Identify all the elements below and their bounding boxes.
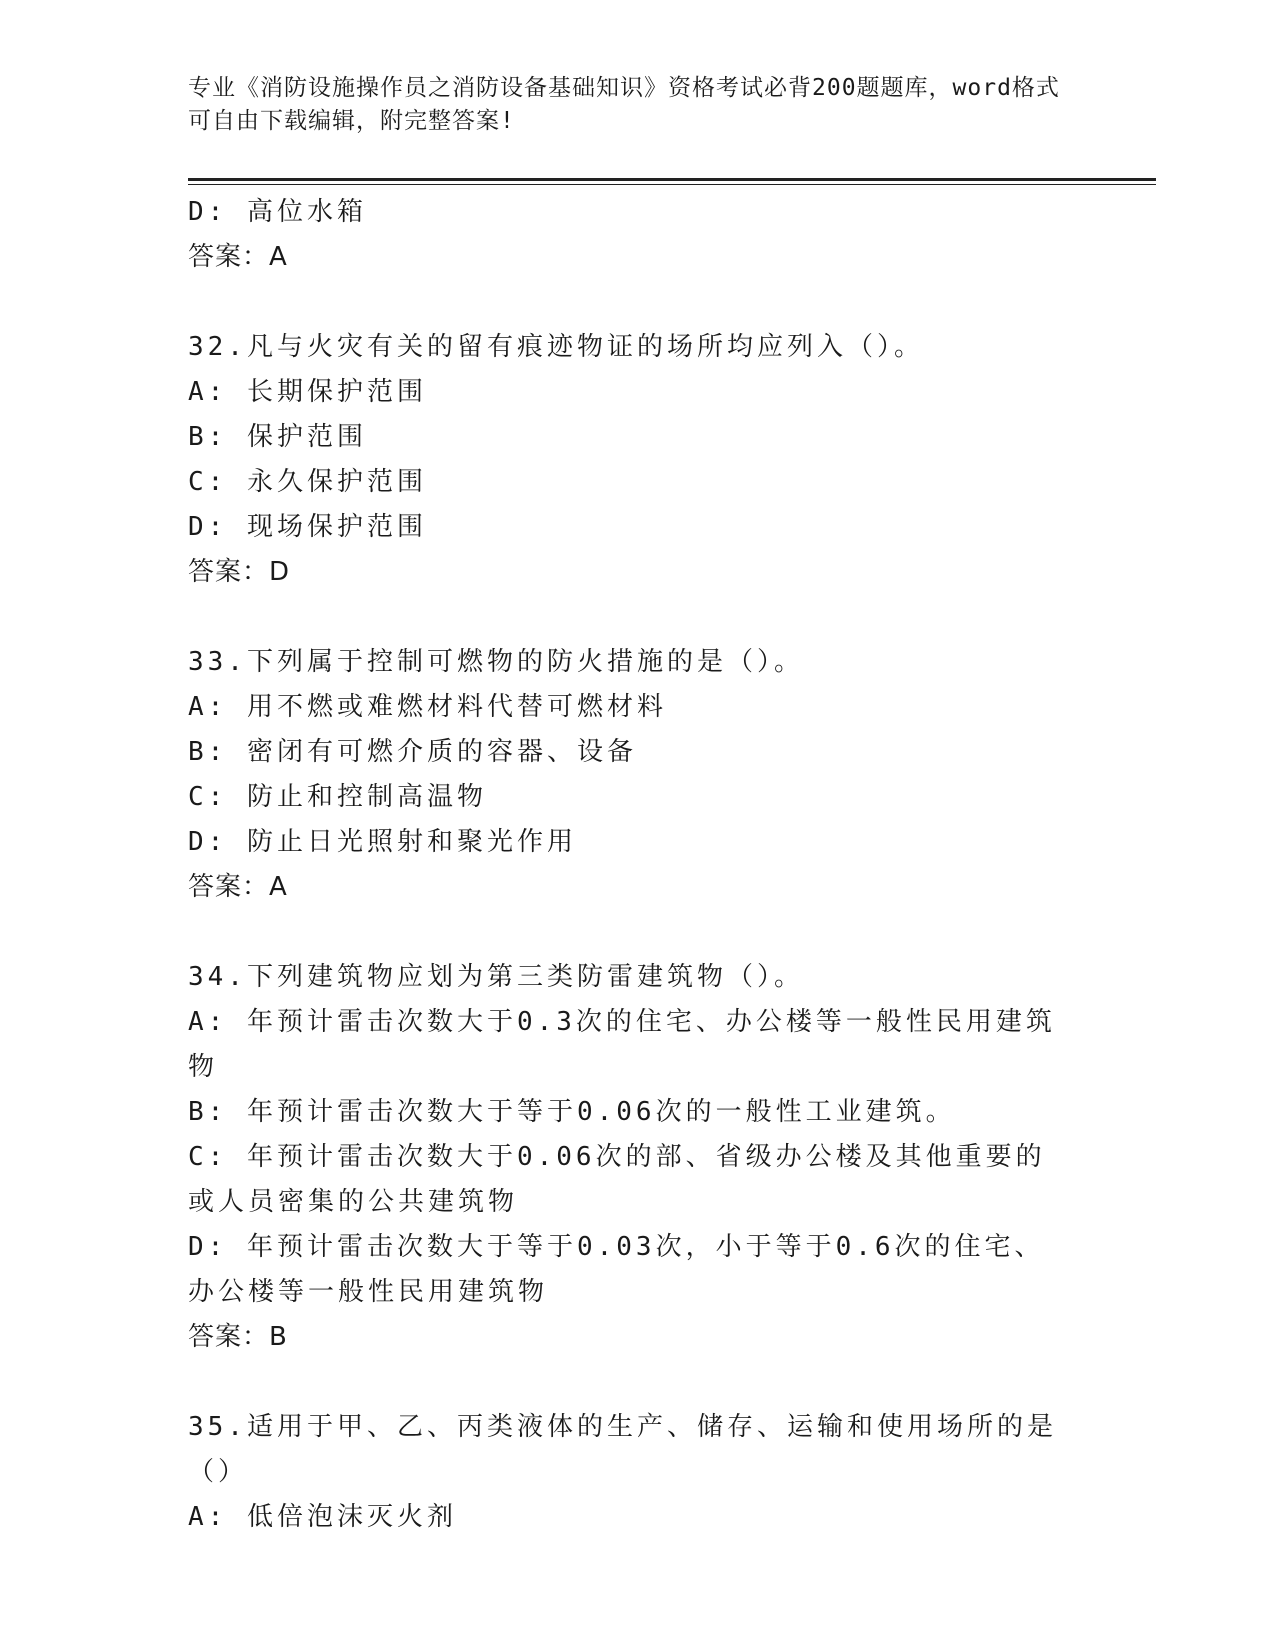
prev-option-d: D: 高位水箱 xyxy=(188,197,367,227)
answer: 答案：D xyxy=(188,557,291,587)
prev-answer: 答案：A xyxy=(188,242,288,272)
option-d: D: 防止日光照射和聚光作用 xyxy=(188,827,577,857)
option-c: C: 防止和控制高温物 xyxy=(188,782,487,812)
header-divider-thick xyxy=(188,178,1156,181)
answer: 答案：A xyxy=(188,872,288,902)
option-d: D: 现场保护范围 xyxy=(188,512,427,542)
spacer xyxy=(188,910,1068,955)
option-c: C: 年预计雷击次数大于0.06次的部、省级办公楼及其他重要的或人员密集的公共建筑物 xyxy=(188,1142,1046,1217)
spacer xyxy=(188,1360,1068,1405)
question-stem: 32.凡与火灾有关的留有痕迹物证的场所均应列入（）。 xyxy=(188,332,924,362)
option-a: A: 长期保护范围 xyxy=(188,377,427,407)
question-35 xyxy=(188,1405,1068,1540)
question-content xyxy=(188,190,1068,1540)
option-c: C: 永久保护范围 xyxy=(188,467,427,497)
option-b: B: 密闭有可燃介质的容器、设备 xyxy=(188,737,637,767)
question-32 xyxy=(188,325,1068,595)
option-d: D: 年预计雷击次数大于等于0.03次，小于等于0.6次的住宅、办公楼等一般性民用建筑物 xyxy=(188,1232,1045,1307)
question-stem: 35.适用于甲、乙、丙类液体的生产、储存、运输和使用场所的是（） xyxy=(188,1412,1057,1487)
question-34 xyxy=(188,955,1068,1360)
answer: 答案：B xyxy=(188,1322,288,1352)
spacer xyxy=(188,595,1068,640)
option-b: B: 保护范围 xyxy=(188,422,367,452)
option-a: A: 低倍泡沫灭火剂 xyxy=(188,1502,457,1532)
option-a: A: 用不燃或难燃材料代替可燃材料 xyxy=(188,692,667,722)
spacer xyxy=(188,280,1068,325)
option-a: A: 年预计雷击次数大于0.3次的住宅、办公楼等一般性民用建筑物 xyxy=(188,1007,1056,1082)
header-divider-thin xyxy=(188,184,1156,185)
question-stem: 34.下列建筑物应划为第三类防雷建筑物（）。 xyxy=(188,962,804,992)
document-header: 专业《消防设施操作员之消防设备基础知识》资格考试必背200题题库，word格式可自由下载编辑，附完整答案! xyxy=(188,75,1060,134)
question-33 xyxy=(188,640,1068,910)
option-b: B: 年预计雷击次数大于等于0.06次的一般性工业建筑。 xyxy=(188,1097,956,1127)
question-stem: 33.下列属于控制可燃物的防火措施的是（）。 xyxy=(188,647,804,677)
